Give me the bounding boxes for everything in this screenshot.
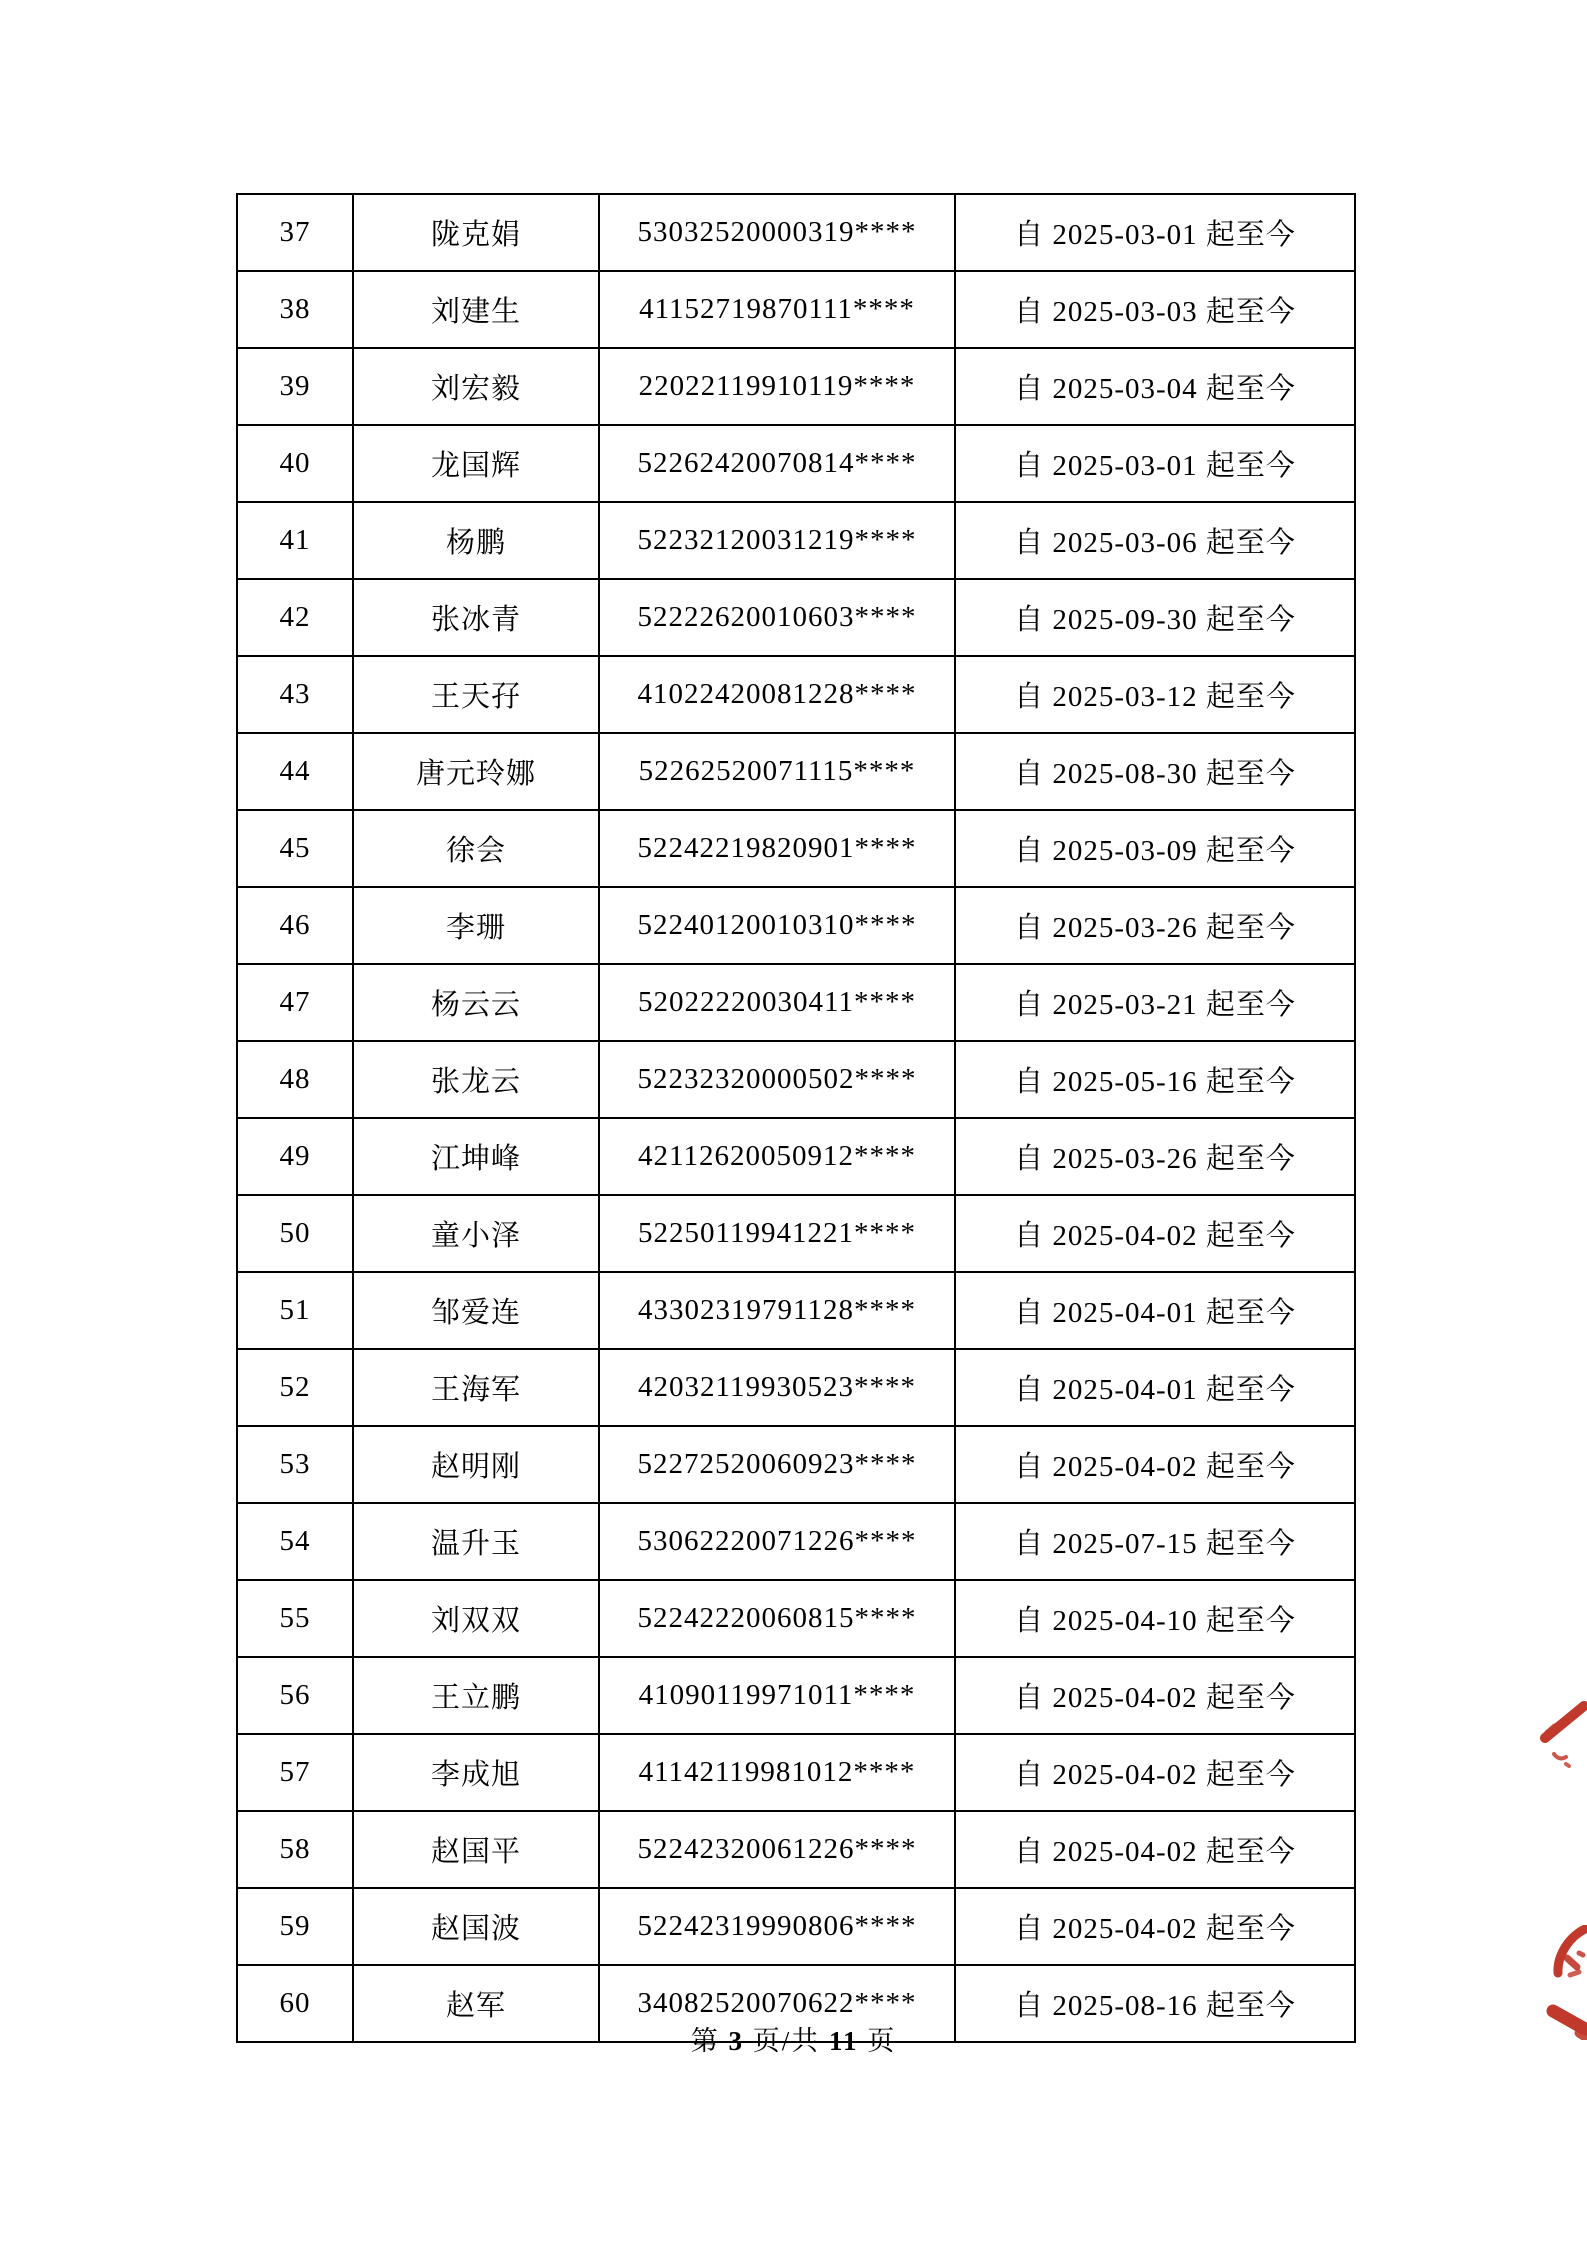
name-cell: 赵国平 [353,1811,599,1888]
id-number-cell: 53032520000319**** [599,194,955,271]
table-row [237,1041,1355,1118]
table-row [237,1888,1355,1965]
id-number-cell: 42032119930523**** [599,1349,955,1426]
period-cell: 自 2025-09-30 起至今 [955,579,1355,656]
footer-label-end: 页 [867,2026,897,2056]
page-footer [0,2015,1587,2067]
id-number-cell: 52022220030411**** [599,964,955,1041]
name-cell: 陇克娟 [353,194,599,271]
name-cell: 张龙云 [353,1041,599,1118]
row-number-cell: 39 [237,348,353,425]
period-cell: 自 2025-03-01 起至今 [955,194,1355,271]
table-row [237,271,1355,348]
name-cell: 赵国波 [353,1888,599,1965]
name-cell: 唐元玲娜 [353,733,599,810]
name-cell: 王海军 [353,1349,599,1426]
name-cell: 李成旭 [353,1734,599,1811]
table-row [237,887,1355,964]
id-number-cell: 41142119981012**** [599,1734,955,1811]
period-cell: 自 2025-04-02 起至今 [955,1811,1355,1888]
row-number-cell: 45 [237,810,353,887]
id-number-cell: 52232320000502**** [599,1041,955,1118]
period-cell: 自 2025-03-26 起至今 [955,1118,1355,1195]
period-cell: 自 2025-04-02 起至今 [955,1888,1355,1965]
row-number-cell: 56 [237,1657,353,1734]
id-number-cell: 52272520060923**** [599,1426,955,1503]
name-cell: 童小泽 [353,1195,599,1272]
row-number-cell: 57 [237,1734,353,1811]
period-cell: 自 2025-05-16 起至今 [955,1041,1355,1118]
row-number-cell: 50 [237,1195,353,1272]
period-cell: 自 2025-03-09 起至今 [955,810,1355,887]
row-number-cell: 37 [237,194,353,271]
table-row [237,1272,1355,1349]
name-cell: 江坤峰 [353,1118,599,1195]
table-row [237,1580,1355,1657]
footer-label-front: 第 [690,2026,720,2056]
period-cell: 自 2025-03-01 起至今 [955,425,1355,502]
row-number-cell: 40 [237,425,353,502]
name-cell: 杨鹏 [353,502,599,579]
table-row [237,1657,1355,1734]
table-body [237,194,1355,2042]
table-row [237,1426,1355,1503]
roster-table [236,193,1356,2043]
row-number-cell: 42 [237,579,353,656]
stamp-fragment-upper [1540,1692,1587,1782]
period-cell: 自 2025-07-15 起至今 [955,1503,1355,1580]
table-row [237,1349,1355,1426]
table-row [237,579,1355,656]
id-number-cell: 41152719870111**** [599,271,955,348]
period-cell: 自 2025-04-02 起至今 [955,1195,1355,1272]
row-number-cell: 47 [237,964,353,1041]
name-cell: 刘双双 [353,1580,599,1657]
row-number-cell: 38 [237,271,353,348]
footer-label-mid: 页/共 [752,2026,821,2056]
id-number-cell: 22022119910119**** [599,348,955,425]
row-number-cell: 49 [237,1118,353,1195]
row-number-cell: 51 [237,1272,353,1349]
id-number-cell: 41022420081228**** [599,656,955,733]
table-row [237,1118,1355,1195]
period-cell: 自 2025-03-06 起至今 [955,502,1355,579]
row-number-cell: 43 [237,656,353,733]
table-row [237,733,1355,810]
period-cell: 自 2025-08-30 起至今 [955,733,1355,810]
period-cell: 自 2025-08-16 起至今 [955,1965,1355,2042]
name-cell: 张冰青 [353,579,599,656]
id-number-cell: 52242320061226**** [599,1811,955,1888]
row-number-cell: 46 [237,887,353,964]
period-cell: 自 2025-04-02 起至今 [955,1734,1355,1811]
name-cell: 王天孖 [353,656,599,733]
table-row [237,1503,1355,1580]
row-number-cell: 41 [237,502,353,579]
name-cell: 刘建生 [353,271,599,348]
row-number-cell: 58 [237,1811,353,1888]
id-number-cell: 53062220071226**** [599,1503,955,1580]
period-cell: 自 2025-04-02 起至今 [955,1657,1355,1734]
period-cell: 自 2025-03-04 起至今 [955,348,1355,425]
row-number-cell: 44 [237,733,353,810]
table-row [237,1811,1355,1888]
name-cell: 温升玉 [353,1503,599,1580]
name-cell: 杨云云 [353,964,599,1041]
name-cell: 王立鹏 [353,1657,599,1734]
id-number-cell: 52250119941221**** [599,1195,955,1272]
table-row [237,425,1355,502]
footer-page-number: 3 [728,2026,744,2056]
name-cell: 李珊 [353,887,599,964]
id-number-cell: 43302319791128**** [599,1272,955,1349]
row-number-cell: 59 [237,1888,353,1965]
id-number-cell: 52222620010603**** [599,579,955,656]
id-number-cell: 52262420070814**** [599,425,955,502]
period-cell: 自 2025-04-10 起至今 [955,1580,1355,1657]
name-cell: 赵军 [353,1965,599,2042]
period-cell: 自 2025-03-03 起至今 [955,271,1355,348]
stamp-fragment-lower [1545,1925,1587,2040]
period-cell: 自 2025-03-21 起至今 [955,964,1355,1041]
id-number-cell: 52242319990806**** [599,1888,955,1965]
period-cell: 自 2025-03-12 起至今 [955,656,1355,733]
row-number-cell: 48 [237,1041,353,1118]
table-row [237,964,1355,1041]
id-number-cell: 42112620050912**** [599,1118,955,1195]
table-row [237,1195,1355,1272]
name-cell: 刘宏毅 [353,348,599,425]
period-cell: 自 2025-04-01 起至今 [955,1272,1355,1349]
row-number-cell: 52 [237,1349,353,1426]
period-cell: 自 2025-04-01 起至今 [955,1349,1355,1426]
id-number-cell: 52232120031219**** [599,502,955,579]
name-cell: 龙国辉 [353,425,599,502]
table-row [237,194,1355,271]
row-number-cell: 60 [237,1965,353,2042]
table-row [237,810,1355,887]
table-row [237,1734,1355,1811]
row-number-cell: 54 [237,1503,353,1580]
table-row [237,656,1355,733]
name-cell: 赵明刚 [353,1426,599,1503]
footer-total-pages: 11 [829,2026,859,2056]
id-number-cell: 52262520071115**** [599,733,955,810]
name-cell: 邹爱连 [353,1272,599,1349]
id-number-cell: 52242220060815**** [599,1580,955,1657]
period-cell: 自 2025-03-26 起至今 [955,887,1355,964]
id-number-cell: 52242219820901**** [599,810,955,887]
id-number-cell: 52240120010310**** [599,887,955,964]
id-number-cell: 41090119971011**** [599,1657,955,1734]
period-cell: 自 2025-04-02 起至今 [955,1426,1355,1503]
row-number-cell: 55 [237,1580,353,1657]
id-number-cell: 34082520070622**** [599,1965,955,2042]
table-row [237,348,1355,425]
name-cell: 徐会 [353,810,599,887]
table-row [237,502,1355,579]
row-number-cell: 53 [237,1426,353,1503]
